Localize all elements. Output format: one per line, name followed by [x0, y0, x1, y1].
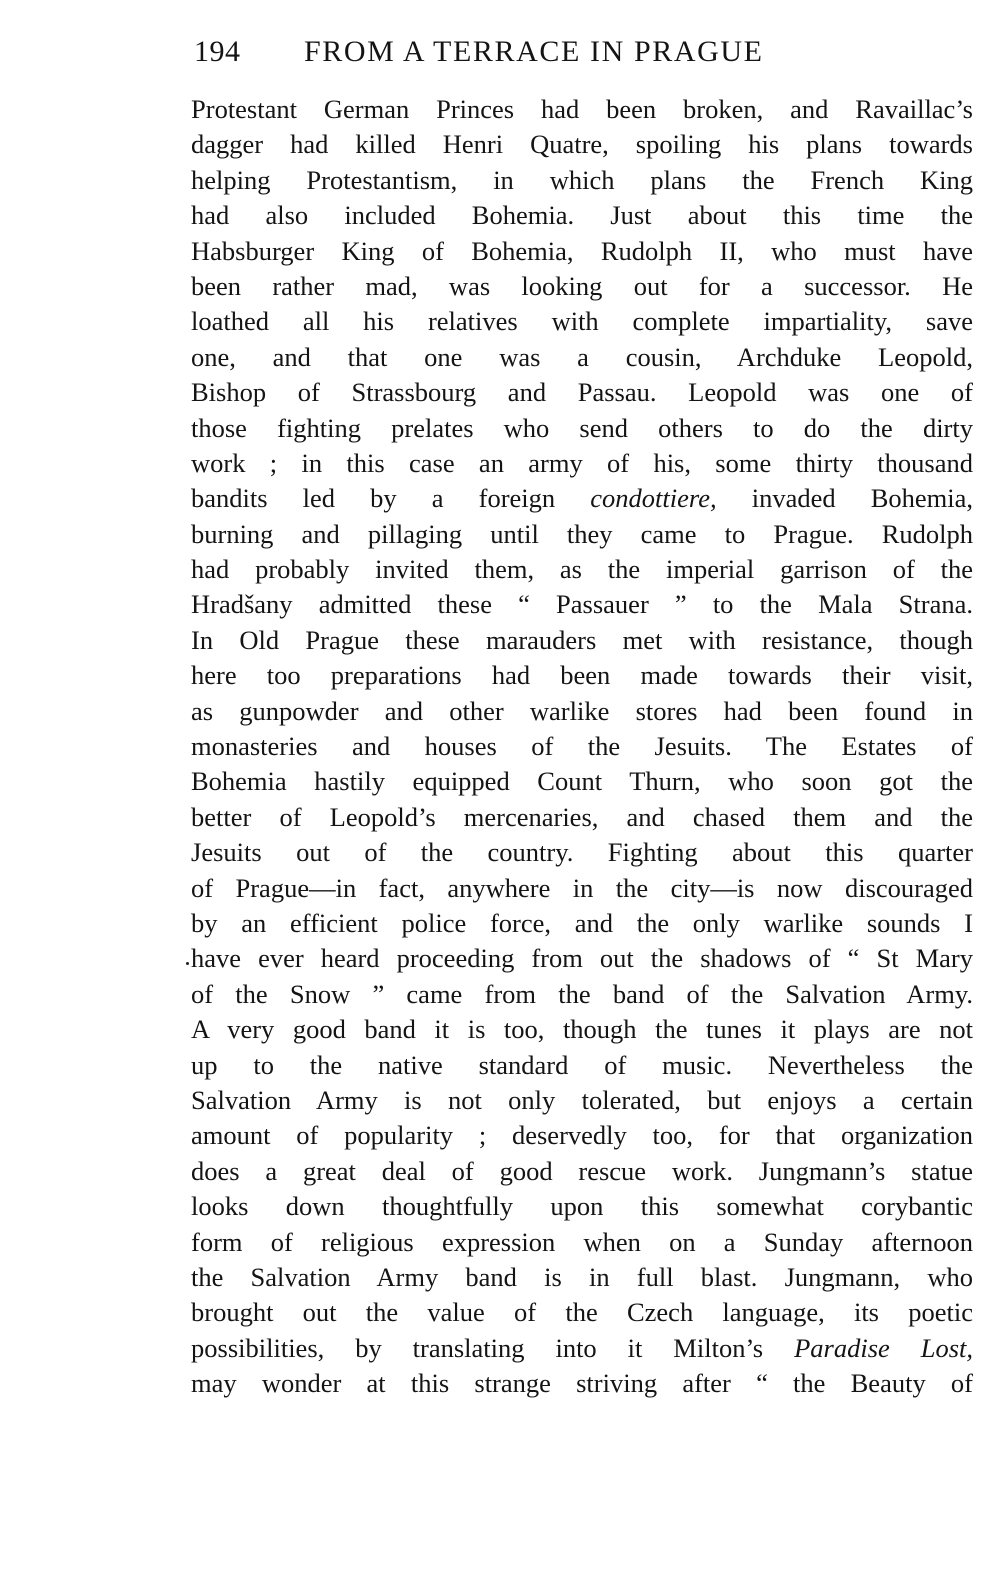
- text-line: Jesuits out of the country. Fighting about this quarter: [191, 837, 973, 868]
- text-line: form of religious expression when on a Sunday afternoon: [191, 1226, 973, 1257]
- body-text: [191, 92, 973, 1401]
- text-line: the Salvation Army band is in full blast. Jungmann, who: [191, 1261, 973, 1292]
- text-line: here too preparations had been made towards their visit,: [191, 660, 973, 691]
- text-line: does a great deal of good rescue work. Jungmann’s statue: [191, 1155, 973, 1186]
- text-line: may wonder at this strange striving after “ the Beauty of: [191, 1368, 973, 1399]
- text-line: A very good band it is too, though the tunes it plays are not: [191, 1014, 973, 1045]
- text-line: dagger had killed Henri Quatre, spoiling his plans towards: [191, 129, 973, 160]
- text-line: have ever heard proceeding from out the shadows of “ St Mary: [191, 943, 973, 974]
- text-line: by an efficient police force, and the only warlike sounds I: [191, 907, 973, 938]
- italic-term: Paradise Lost,: [794, 1332, 974, 1363]
- text-line: had also included Bohemia. Just about this time the: [191, 200, 973, 231]
- running-head: [194, 30, 974, 74]
- text-line: helping Protestantism, in which plans the French King: [191, 164, 973, 195]
- text-line: work ; in this case an army of his, some thirty thousand: [191, 447, 973, 478]
- text-line: been rather mad, was looking out for a successor. He: [191, 270, 973, 301]
- text-line: In Old Prague these marauders met with resistance, though: [191, 624, 973, 655]
- text-line: monasteries and houses of the Jesuits. The Estates of: [191, 731, 973, 762]
- text-segment: bandits led by a foreign: [191, 483, 591, 514]
- text-line: of Prague—in fact, anywhere in the city—is now discouraged: [191, 872, 973, 903]
- text-line: as gunpowder and other warlike stores had been found in: [191, 695, 973, 726]
- text-segment: invaded Bohemia,: [716, 483, 973, 514]
- text-line: brought out the value of the Czech language, its poetic: [191, 1297, 973, 1328]
- text-line: [191, 1331, 973, 1366]
- running-title: FROM A TERRACE IN PRAGUE: [304, 35, 764, 68]
- text-segment: possibilities, by translating into it Milton’s: [191, 1332, 795, 1363]
- text-line: Bishop of Strassbourg and Passau. Leopold was one of: [191, 377, 973, 408]
- text-line: amount of popularity ; deservedly too, for that organization: [191, 1120, 973, 1151]
- text-line: Salvation Army is not only tolerated, but enjoys a certain: [191, 1084, 973, 1115]
- text-line: had probably invited them, as the imperial garrison of the: [191, 554, 973, 585]
- text-line: Protestant German Princes had been broken, and Ravaillac’s: [191, 94, 973, 124]
- text-line: Habsburger King of Bohemia, Rudolph II, who must have: [191, 235, 973, 266]
- margin-ink-mark: [186, 962, 189, 965]
- text-line: loathed all his relatives with complete impartiality, save: [191, 306, 973, 337]
- text-line: burning and pillaging until they came to Prague. Rudolph: [191, 518, 973, 549]
- text-line: up to the native standard of music. Nevertheless the: [191, 1049, 973, 1080]
- text-line: looks down thoughtfully upon this somewhat corybantic: [191, 1191, 973, 1222]
- italic-term: condottiere,: [590, 483, 717, 514]
- text-line: better of Leopold’s mercenaries, and chased them and the: [191, 801, 973, 832]
- text-line: Hradšany admitted these “ Passauer ” to the Mala Strana.: [191, 589, 973, 620]
- text-line: [191, 481, 973, 516]
- text-line: one, and that one was a cousin, Archduke Leopold,: [191, 341, 973, 372]
- page-number: 194: [194, 35, 241, 68]
- text-line: of the Snow ” came from the band of the Salvation Army.: [191, 978, 973, 1009]
- text-line: those fighting prelates who send others to do the dirty: [191, 412, 973, 443]
- text-line: Bohemia hastily equipped Count Thurn, who soon got the: [191, 766, 973, 797]
